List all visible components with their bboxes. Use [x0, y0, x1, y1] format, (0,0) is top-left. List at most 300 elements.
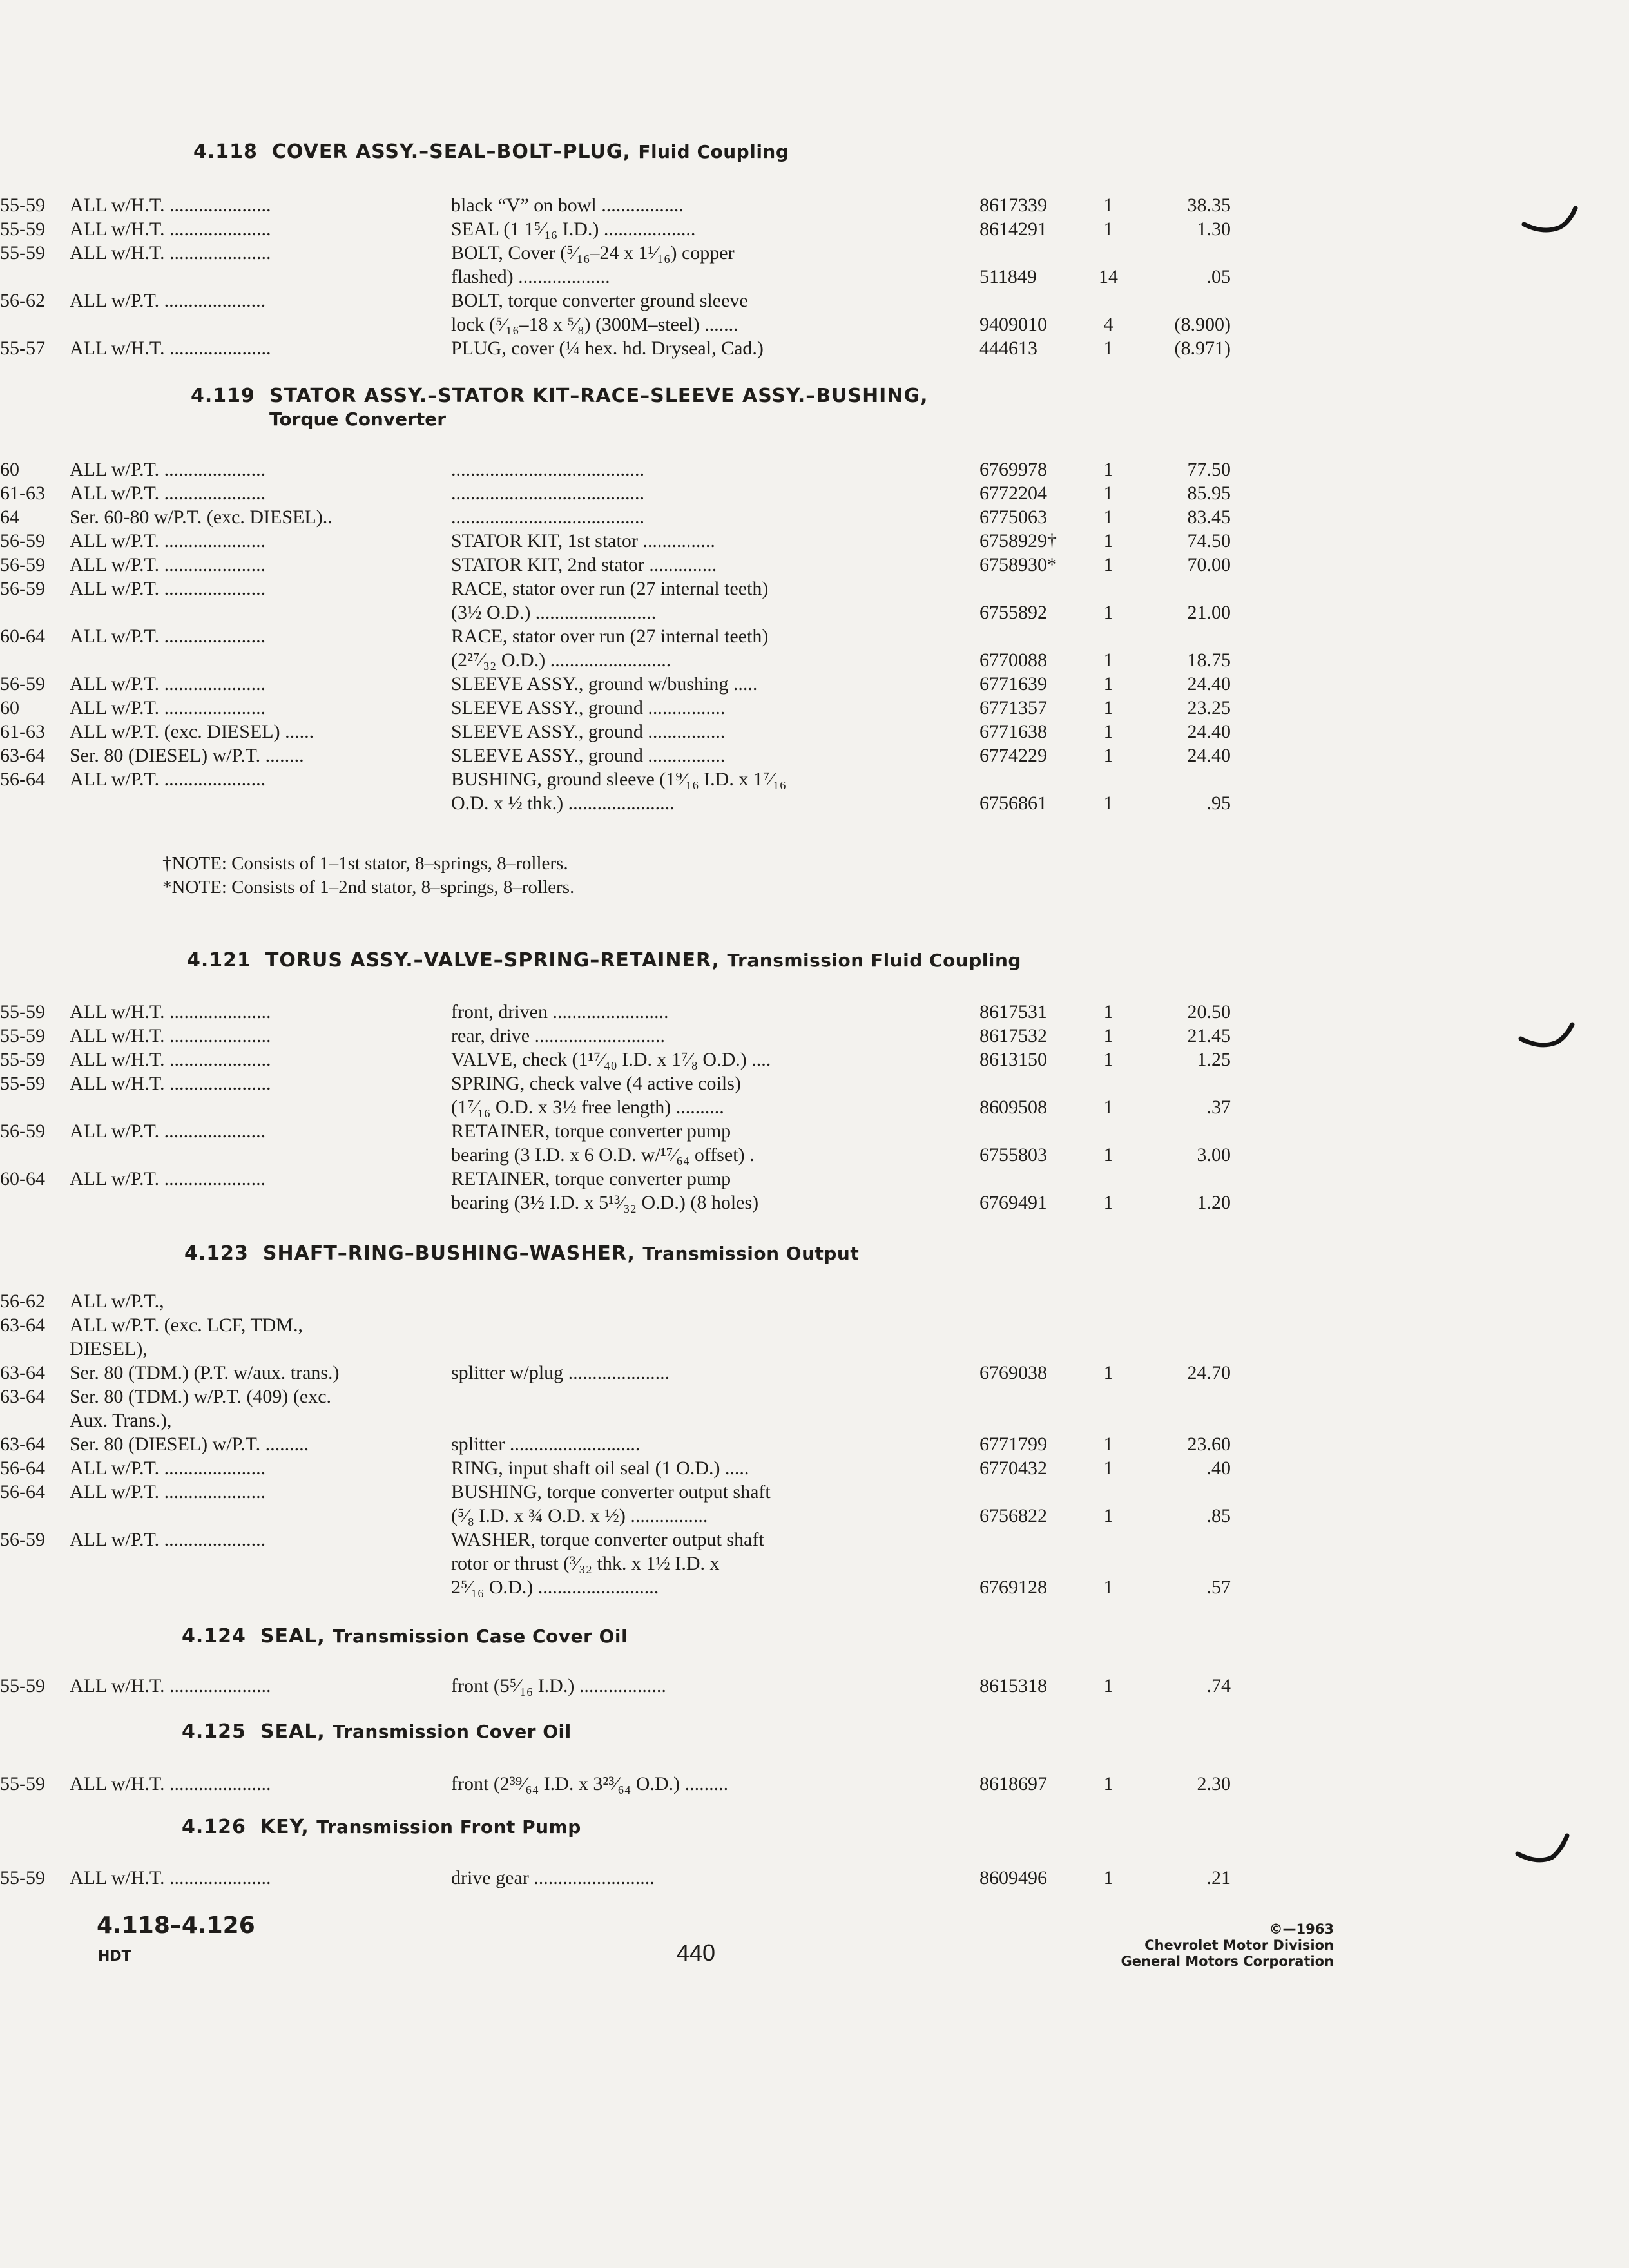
- part-number-cell: 8609496: [979, 1867, 1047, 1888]
- description-cell: ........................................: [451, 459, 644, 480]
- table-row: [0, 1577, 1629, 1600]
- table-row: [0, 1120, 1629, 1144]
- price-cell: 77.50: [1187, 459, 1231, 480]
- description-cell: WASHER, torque converter output shaft: [451, 1529, 764, 1550]
- year-cell: 56-59: [0, 578, 45, 599]
- part-number-cell: 6770088: [979, 649, 1047, 671]
- year-cell: 55-59: [0, 1073, 45, 1094]
- table-row: [0, 1505, 1629, 1529]
- price-cell: 70.00: [1187, 554, 1231, 575]
- table-row: [0, 1338, 1629, 1362]
- model-cell: ALL w/H.T. .....................: [70, 195, 271, 216]
- price-cell: .57: [1206, 1577, 1231, 1598]
- footer-section-range: 4.118–4.126: [97, 1912, 255, 1939]
- model-cell: ALL w/P.T. .....................: [70, 483, 266, 504]
- part-number-cell: 8613150: [979, 1049, 1047, 1070]
- section-title: SEAL,: [260, 1720, 325, 1743]
- year-cell: 60-64: [0, 1168, 45, 1189]
- description-cell: BUSHING, ground sleeve (1⁹⁄₁₆ I.D. x 1⁷⁄₁₆: [451, 769, 787, 790]
- parts-table: [0, 1001, 1629, 1216]
- price-cell: 74.50: [1187, 530, 1231, 552]
- table-row: [0, 769, 1629, 793]
- model-cell: ALL w/P.T. .....................: [70, 1529, 266, 1550]
- description-cell: PLUG, cover (¼ hex. hd. Dryseal, Cad.): [451, 338, 764, 359]
- parts-table: [0, 1291, 1629, 1600]
- table-row: [0, 1410, 1629, 1434]
- part-number-cell: 6758930*: [979, 554, 1057, 575]
- parts-table: [0, 1773, 1629, 1797]
- section-heading: [193, 140, 789, 163]
- part-number-cell: 8614291: [979, 218, 1047, 240]
- price-cell: .21: [1206, 1867, 1231, 1888]
- table-row: [0, 530, 1629, 554]
- part-number-cell: 6771639: [979, 673, 1047, 695]
- price-cell: (8.900): [1174, 314, 1231, 335]
- table-row: [0, 1144, 1629, 1168]
- description-cell: bearing (3 I.D. x 6 O.D. w/¹⁷⁄₆₄ offset) .: [451, 1144, 755, 1166]
- description-cell: front, driven ........................: [451, 1001, 669, 1023]
- section-title: SHAFT–RING–BUSHING–WASHER,: [262, 1242, 635, 1265]
- table-row: [0, 721, 1629, 745]
- quantity-cell: 1: [1103, 793, 1113, 814]
- description-cell: splitter w/plug .....................: [451, 1362, 670, 1383]
- quantity-cell: 4: [1103, 314, 1113, 335]
- table-row: [0, 314, 1629, 338]
- year-cell: 63-64: [0, 1362, 45, 1383]
- model-cell: ALL w/H.T. .....................: [70, 1049, 271, 1070]
- description-cell: SPRING, check valve (4 active coils): [451, 1073, 741, 1094]
- part-number-cell: 511849: [979, 266, 1037, 287]
- table-row: [0, 1553, 1629, 1577]
- year-cell: 64: [0, 506, 19, 528]
- model-cell: ALL w/P.T. .....................: [70, 290, 266, 311]
- notes: [162, 852, 574, 899]
- model-cell: Ser. 60-80 w/P.T. (exc. DIESEL)..: [70, 506, 333, 528]
- year-cell: 56-59: [0, 1120, 45, 1142]
- year-cell: 60-64: [0, 626, 45, 647]
- model-cell: ALL w/P.T. .....................: [70, 554, 266, 575]
- table-row: [0, 1457, 1629, 1481]
- price-cell: 18.75: [1187, 649, 1231, 671]
- description-cell: RING, input shaft oil seal (1 O.D.) .....: [451, 1457, 749, 1479]
- table-row: [0, 483, 1629, 506]
- quantity-cell: 1: [1103, 1097, 1113, 1118]
- model-cell: ALL w/P.T. (exc. LCF, TDM.,: [70, 1314, 304, 1336]
- price-cell: .37: [1206, 1097, 1231, 1118]
- model-cell: ALL w/P.T. .....................: [70, 530, 266, 552]
- section-location: Transmission Front Pump: [316, 1816, 581, 1838]
- quantity-cell: 1: [1103, 459, 1113, 480]
- section-title: COVER ASSY.–SEAL–BOLT–PLUG,: [271, 140, 631, 163]
- table-row: [0, 602, 1629, 626]
- model-cell: ALL w/P.T. .....................: [70, 1457, 266, 1479]
- year-cell: 61-63: [0, 483, 45, 504]
- model-cell: Ser. 80 (TDM.) (P.T. w/aux. trans.): [70, 1362, 340, 1383]
- description-cell: drive gear .........................: [451, 1867, 655, 1888]
- model-cell: ALL w/H.T. .....................: [70, 1073, 271, 1094]
- quantity-cell: 1: [1103, 195, 1113, 216]
- quantity-cell: 1: [1103, 1434, 1113, 1455]
- table-row: [0, 697, 1629, 721]
- quantity-cell: 1: [1103, 218, 1113, 240]
- description-cell: (⁵⁄₈ I.D. x ¾ O.D. x ½) ................: [451, 1505, 708, 1526]
- table-row: [0, 290, 1629, 314]
- quantity-cell: 1: [1103, 1505, 1113, 1526]
- page-number: 440: [677, 1939, 716, 1966]
- table-row: [0, 1529, 1629, 1553]
- price-cell: 85.95: [1187, 483, 1231, 504]
- description-cell: STATOR KIT, 1st stator ...............: [451, 530, 715, 552]
- table-row: [0, 1097, 1629, 1120]
- price-cell: 24.40: [1187, 721, 1231, 742]
- price-cell: 2.30: [1197, 1773, 1231, 1794]
- quantity-cell: 1: [1103, 1457, 1113, 1479]
- check-mark-icon: [1518, 1018, 1576, 1057]
- description-cell: O.D. x ½ thk.) ......................: [451, 793, 675, 814]
- section-title: TORUS ASSY.–VALVE–SPRING–RETAINER,: [265, 949, 720, 972]
- table-row: [0, 506, 1629, 530]
- section-number: 4.121: [187, 949, 251, 972]
- model-cell: Ser. 80 (TDM.) w/P.T. (409) (exc.: [70, 1386, 332, 1407]
- table-row: [0, 649, 1629, 673]
- table-row: [0, 1314, 1629, 1338]
- part-number-cell: 8609508: [979, 1097, 1047, 1118]
- price-cell: .40: [1206, 1457, 1231, 1479]
- price-cell: 24.40: [1187, 745, 1231, 766]
- quantity-cell: 1: [1103, 1362, 1113, 1383]
- year-cell: 55-57: [0, 338, 45, 359]
- part-number-cell: 8617532: [979, 1025, 1047, 1046]
- table-row: [0, 195, 1629, 218]
- description-cell: (2²⁷⁄₃₂ O.D.) .........................: [451, 649, 671, 671]
- copyright-year: ©—1963: [1269, 1921, 1334, 1937]
- part-number-cell: 6769128: [979, 1577, 1047, 1598]
- year-cell: 61-63: [0, 721, 45, 742]
- year-cell: 55-59: [0, 1867, 45, 1888]
- part-number-cell: 8617531: [979, 1001, 1047, 1023]
- table-row: [0, 1386, 1629, 1410]
- model-cell: ALL w/H.T. .....................: [70, 242, 271, 264]
- part-number-cell: 6758929†: [979, 530, 1057, 552]
- price-cell: 24.70: [1187, 1362, 1231, 1383]
- section-number: 4.124: [182, 1625, 246, 1648]
- model-cell: ALL w/H.T. .....................: [70, 1025, 271, 1046]
- description-cell: rotor or thrust (³⁄₃₂ thk. x 1½ I.D. x: [451, 1553, 720, 1574]
- section-title: STATOR ASSY.–STATOR KIT–RACE–SLEEVE ASSY.–BUSHING,: [269, 385, 929, 407]
- quantity-cell: 1: [1103, 697, 1113, 718]
- table-row: [0, 242, 1629, 266]
- quantity-cell: 1: [1103, 506, 1113, 528]
- parts-table: [0, 459, 1629, 816]
- table-row: [0, 1001, 1629, 1025]
- section-location: Transmission Cover Oil: [333, 1721, 572, 1742]
- quantity-cell: 1: [1103, 338, 1113, 359]
- description-cell: RETAINER, torque converter pump: [451, 1120, 731, 1142]
- section-number: 4.119: [191, 385, 255, 407]
- footer-code: HDT: [98, 1948, 131, 1965]
- quantity-cell: 14: [1099, 266, 1118, 287]
- table-row: [0, 1291, 1629, 1314]
- price-cell: 1.30: [1197, 218, 1231, 240]
- model-cell: ALL w/H.T. .....................: [70, 338, 271, 359]
- section-subtitle: Torque Converter: [269, 408, 447, 430]
- table-row: [0, 266, 1629, 290]
- part-number-cell: 6755803: [979, 1144, 1047, 1166]
- model-cell: Ser. 80 (DIESEL) w/P.T. .........: [70, 1434, 309, 1455]
- quantity-cell: 1: [1103, 745, 1113, 766]
- part-number-cell: 8615318: [979, 1675, 1047, 1696]
- description-cell: STATOR KIT, 2nd stator ..............: [451, 554, 717, 575]
- table-row: [0, 1073, 1629, 1097]
- section-title: SEAL,: [260, 1625, 325, 1648]
- quantity-cell: 1: [1103, 1675, 1113, 1696]
- table-row: [0, 1867, 1629, 1891]
- section-number: 4.123: [184, 1242, 249, 1265]
- quantity-cell: 1: [1103, 1001, 1113, 1023]
- quantity-cell: 1: [1103, 1049, 1113, 1070]
- model-cell: ALL w/P.T. .....................: [70, 1168, 266, 1189]
- price-cell: 3.00: [1197, 1144, 1231, 1166]
- table-row: [0, 459, 1629, 483]
- section-heading: [191, 385, 928, 407]
- quantity-cell: 1: [1103, 483, 1113, 504]
- quantity-cell: 1: [1103, 1144, 1113, 1166]
- year-cell: 55-59: [0, 195, 45, 216]
- price-cell: 83.45: [1187, 506, 1231, 528]
- quantity-cell: 1: [1103, 530, 1113, 552]
- section-number: 4.125: [182, 1720, 246, 1743]
- note: †NOTE: Consists of 1–1st stator, 8–springs, 8–rollers.: [162, 853, 568, 874]
- table-row: [0, 1434, 1629, 1457]
- check-mark-icon: [1521, 205, 1579, 244]
- model-cell: DIESEL),: [70, 1338, 148, 1360]
- description-cell: 2⁵⁄₁₆ O.D.) .........................: [451, 1577, 659, 1598]
- note: *NOTE: Consists of 1–2nd stator, 8–springs, 8–rollers.: [162, 877, 575, 898]
- year-cell: 60: [0, 697, 19, 718]
- check-mark-icon: [1514, 1833, 1572, 1872]
- description-cell: RETAINER, torque converter pump: [451, 1168, 731, 1189]
- description-cell: ........................................: [451, 506, 644, 528]
- quantity-cell: 1: [1103, 673, 1113, 695]
- price-cell: 1.20: [1197, 1192, 1231, 1213]
- price-cell: 1.25: [1197, 1049, 1231, 1070]
- price-cell: 21.00: [1187, 602, 1231, 623]
- part-number-cell: 6774229: [979, 745, 1047, 766]
- section-heading: [182, 1720, 572, 1743]
- year-cell: 55-59: [0, 1049, 45, 1070]
- section-title: KEY,: [260, 1816, 309, 1838]
- year-cell: 63-64: [0, 745, 45, 766]
- table-row: [0, 578, 1629, 602]
- section-number: 4.126: [182, 1816, 246, 1838]
- price-cell: .85: [1206, 1505, 1231, 1526]
- table-row: [0, 554, 1629, 578]
- model-cell: ALL w/P.T.,: [70, 1291, 164, 1312]
- model-cell: ALL w/H.T. .....................: [70, 1001, 271, 1023]
- table-row: [0, 1481, 1629, 1505]
- description-cell: front (2³⁹⁄₆₄ I.D. x 3²³⁄₆₄ O.D.) .........: [451, 1773, 729, 1794]
- description-cell: BOLT, torque converter ground sleeve: [451, 290, 748, 311]
- description-cell: (1⁷⁄₁₆ O.D. x 3½ free length) ..........: [451, 1097, 724, 1118]
- description-cell: SEAL (1 1⁵⁄₁₆ I.D.) ...................: [451, 218, 696, 240]
- copyright-block: [1031, 1921, 1334, 1970]
- section-heading: [182, 1816, 581, 1838]
- part-number-cell: 8617339: [979, 195, 1047, 216]
- description-cell: splitter ...........................: [451, 1434, 641, 1455]
- model-cell: ALL w/H.T. .....................: [70, 1675, 271, 1696]
- year-cell: 55-59: [0, 1001, 45, 1023]
- description-cell: ........................................: [451, 483, 644, 504]
- part-number-cell: 6769038: [979, 1362, 1047, 1383]
- part-number-cell: 6771357: [979, 697, 1047, 718]
- part-number-cell: 6772204: [979, 483, 1047, 504]
- section-location: Transmission Fluid Coupling: [727, 950, 1021, 971]
- model-cell: Aux. Trans.),: [70, 1410, 172, 1431]
- quantity-cell: 1: [1103, 602, 1113, 623]
- description-cell: lock (⁵⁄₁₆–18 x ⁵⁄₈) (300M–steel) .......: [451, 314, 738, 335]
- year-cell: 56-59: [0, 1529, 45, 1550]
- section-heading: [182, 1625, 628, 1648]
- section-heading: [184, 1242, 859, 1265]
- year-cell: 55-59: [0, 1675, 45, 1696]
- quantity-cell: 1: [1103, 1577, 1113, 1598]
- price-cell: 23.60: [1187, 1434, 1231, 1455]
- table-row: [0, 1675, 1629, 1699]
- price-cell: .05: [1206, 266, 1231, 287]
- year-cell: 56-59: [0, 554, 45, 575]
- year-cell: 56-59: [0, 530, 45, 552]
- price-cell: 20.50: [1187, 1001, 1231, 1023]
- year-cell: 60: [0, 459, 19, 480]
- section-location: Transmission Output: [642, 1243, 860, 1264]
- part-number-cell: 6775063: [979, 506, 1047, 528]
- year-cell: 56-64: [0, 1457, 45, 1479]
- model-cell: ALL w/H.T. .....................: [70, 1867, 271, 1888]
- year-cell: 63-64: [0, 1386, 45, 1407]
- part-number-cell: 6769978: [979, 459, 1047, 480]
- description-cell: VALVE, check (1¹⁷⁄₄₀ I.D. x 1⁷⁄₈ O.D.) ....: [451, 1049, 771, 1070]
- model-cell: ALL w/P.T. .....................: [70, 1120, 266, 1142]
- table-row: [0, 745, 1629, 769]
- quantity-cell: 1: [1103, 554, 1113, 575]
- table-row: [0, 1362, 1629, 1386]
- section-number: 4.118: [193, 140, 258, 163]
- year-cell: 56-64: [0, 769, 45, 790]
- year-cell: 63-64: [0, 1434, 45, 1455]
- description-cell: bearing (3½ I.D. x 5¹³⁄₃₂ O.D.) (8 holes): [451, 1192, 759, 1213]
- table-row: [0, 1049, 1629, 1073]
- table-row: [0, 218, 1629, 242]
- price-cell: (8.971): [1174, 338, 1231, 359]
- part-number-cell: 6771638: [979, 721, 1047, 742]
- year-cell: 55-59: [0, 218, 45, 240]
- model-cell: Ser. 80 (DIESEL) w/P.T. ........: [70, 745, 304, 766]
- description-cell: black “V” on bowl .................: [451, 195, 684, 216]
- description-cell: flashed) ...................: [451, 266, 610, 287]
- table-row: [0, 793, 1629, 816]
- table-row: [0, 1025, 1629, 1049]
- part-number-cell: 6756861: [979, 793, 1047, 814]
- description-cell: front (5⁵⁄₁₆ I.D.) ..................: [451, 1675, 666, 1696]
- description-cell: RACE, stator over run (27 internal teeth): [451, 626, 769, 647]
- model-cell: ALL w/P.T. .....................: [70, 578, 266, 599]
- description-cell: SLEEVE ASSY., ground ................: [451, 745, 726, 766]
- description-cell: SLEEVE ASSY., ground ................: [451, 697, 726, 718]
- description-cell: RACE, stator over run (27 internal teeth): [451, 578, 769, 599]
- year-cell: 56-62: [0, 290, 45, 311]
- part-number-cell: 6771799: [979, 1434, 1047, 1455]
- part-number-cell: 6755892: [979, 602, 1047, 623]
- price-cell: .74: [1206, 1675, 1231, 1696]
- section-location: Transmission Case Cover Oil: [333, 1626, 628, 1647]
- year-cell: 55-59: [0, 1773, 45, 1794]
- model-cell: ALL w/P.T. .....................: [70, 769, 266, 790]
- quantity-cell: 1: [1103, 1192, 1113, 1213]
- table-row: [0, 673, 1629, 697]
- table-row: [0, 1192, 1629, 1216]
- parts-table: [0, 1675, 1629, 1699]
- description-cell: rear, drive ...........................: [451, 1025, 666, 1046]
- part-number-cell: 6769491: [979, 1192, 1047, 1213]
- part-number-cell: 6770432: [979, 1457, 1047, 1479]
- year-cell: 63-64: [0, 1314, 45, 1336]
- description-cell: BUSHING, torque converter output shaft: [451, 1481, 771, 1503]
- year-cell: 56-59: [0, 673, 45, 695]
- publisher-corporation: General Motors Corporation: [1121, 1954, 1334, 1969]
- part-number-cell: 8618697: [979, 1773, 1047, 1794]
- table-row: [0, 1773, 1629, 1797]
- part-number-cell: 444613: [979, 338, 1037, 359]
- quantity-cell: 1: [1103, 1867, 1113, 1888]
- price-cell: 21.45: [1187, 1025, 1231, 1046]
- model-cell: ALL w/H.T. .....................: [70, 218, 271, 240]
- section-heading: [187, 949, 1021, 972]
- publisher-division: Chevrolet Motor Division: [1144, 1937, 1334, 1953]
- year-cell: 55-59: [0, 1025, 45, 1046]
- table-row: [0, 1168, 1629, 1192]
- parts-table: [0, 195, 1629, 361]
- quantity-cell: 1: [1103, 1025, 1113, 1046]
- description-cell: SLEEVE ASSY., ground w/bushing .....: [451, 673, 758, 695]
- description-cell: (3½ O.D.) .........................: [451, 602, 657, 623]
- table-row: [0, 338, 1629, 361]
- model-cell: ALL w/P.T. .....................: [70, 1481, 266, 1503]
- section-location: Fluid Coupling: [638, 141, 789, 162]
- description-cell: BOLT, Cover (⁵⁄₁₆–24 x 1¹⁄₁₆) copper: [451, 242, 735, 264]
- quantity-cell: 1: [1103, 721, 1113, 742]
- model-cell: ALL w/P.T. .....................: [70, 459, 266, 480]
- model-cell: ALL w/P.T. (exc. DIESEL) ......: [70, 721, 314, 742]
- model-cell: ALL w/H.T. .....................: [70, 1773, 271, 1794]
- year-cell: 56-62: [0, 1291, 45, 1312]
- year-cell: 55-59: [0, 242, 45, 264]
- quantity-cell: 1: [1103, 649, 1113, 671]
- part-number-cell: 6756822: [979, 1505, 1047, 1526]
- price-cell: 24.40: [1187, 673, 1231, 695]
- price-cell: 38.35: [1187, 195, 1231, 216]
- price-cell: .95: [1206, 793, 1231, 814]
- model-cell: ALL w/P.T. .....................: [70, 626, 266, 647]
- price-cell: 23.25: [1187, 697, 1231, 718]
- year-cell: 56-64: [0, 1481, 45, 1503]
- model-cell: ALL w/P.T. .....................: [70, 697, 266, 718]
- quantity-cell: 1: [1103, 1773, 1113, 1794]
- part-number-cell: 9409010: [979, 314, 1047, 335]
- model-cell: ALL w/P.T. .....................: [70, 673, 266, 695]
- table-row: [0, 626, 1629, 649]
- description-cell: SLEEVE ASSY., ground ................: [451, 721, 726, 742]
- parts-table: [0, 1867, 1629, 1891]
